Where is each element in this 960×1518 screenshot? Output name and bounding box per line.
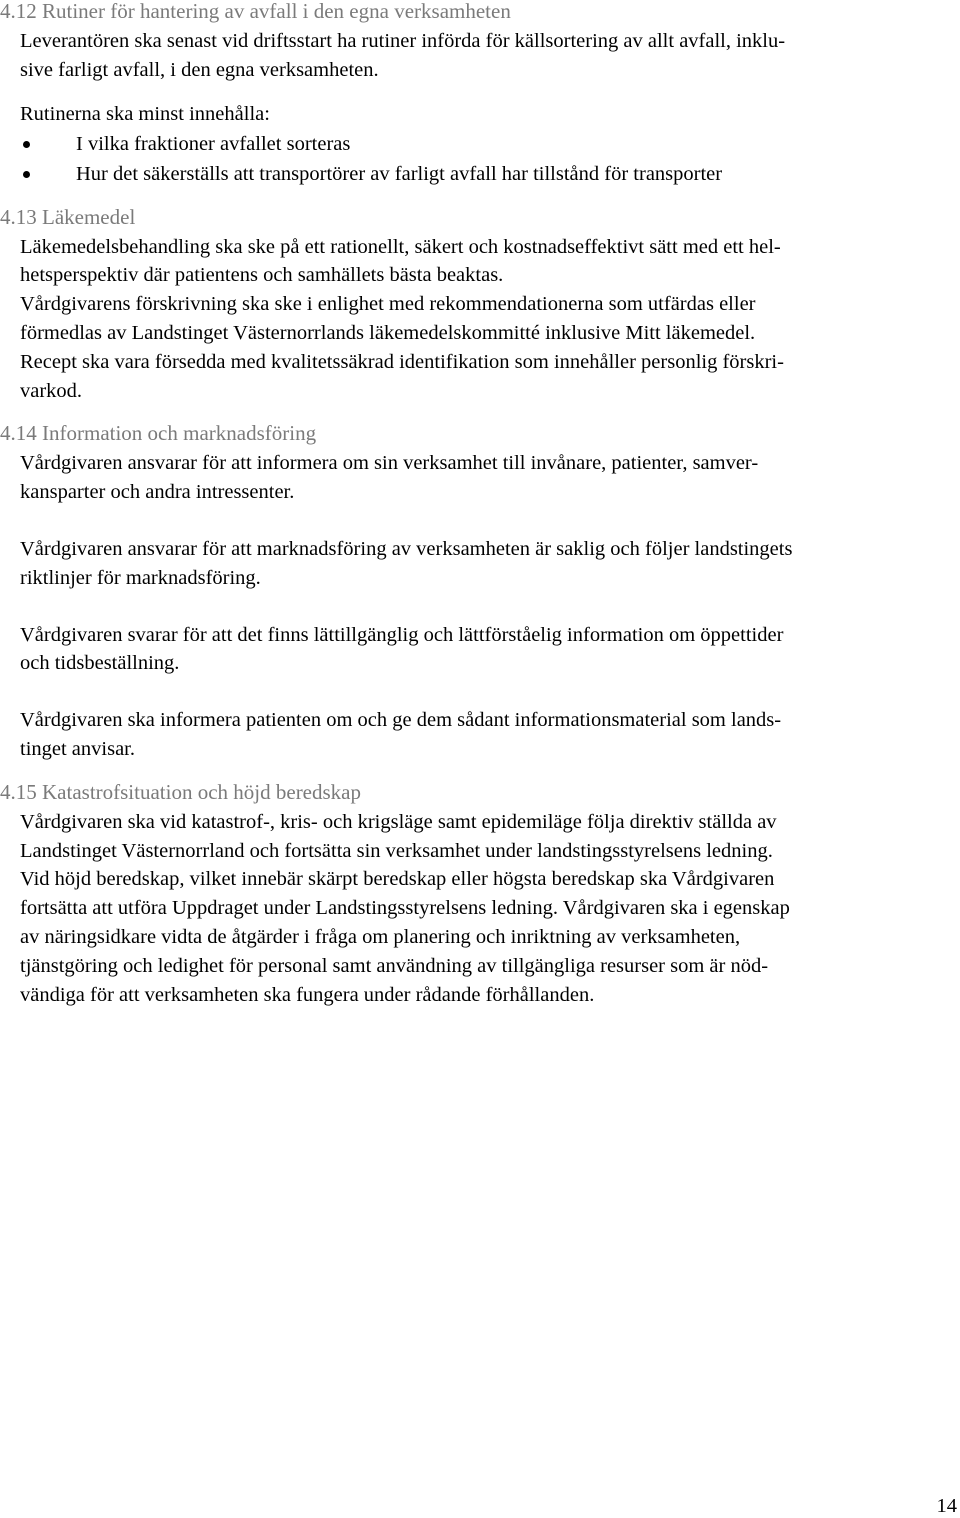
paragraph-line: Rutinerna ska minst innehålla: [20, 102, 270, 125]
paragraph-line: Vårdgivaren ska vid katastrof-, kris- och krigsläge samt epidemiläge följa direktiv ställda av [20, 810, 777, 833]
paragraph-line: Vårdgivaren svarar för att det finns lättillgänglig och lättförståelig information om öppettider [20, 623, 784, 646]
bullet-icon [23, 141, 30, 148]
paragraph-line: hetsperspektiv där patientens och samhällets bästa beaktas. [20, 264, 504, 287]
paragraph-line: Vårdgivaren ska informera patienten om och ge dem sådant informationsmaterial som lands- [20, 709, 782, 732]
section-heading-4-14: 4.14 Information och marknadsföring [0, 421, 317, 446]
paragraph-line: tjänstgöring och ledighet för personal samt användning av tillgängliga resurser som är nöd- [20, 954, 769, 977]
paragraph-line: varkod. [20, 379, 83, 402]
spacer [20, 678, 960, 706]
spacer [20, 405, 960, 419]
spacer [20, 85, 960, 99]
list-item [20, 129, 960, 159]
list-item-text: I vilka fraktioner avfallet sorteras [76, 132, 351, 155]
paragraph-line: riktlinjer för marknadsföring. [20, 566, 261, 589]
paragraph-line: Landstinget Västernorrland och fortsätta sin verksamhet under landstingsstyrelsens ledning. [20, 839, 773, 862]
paragraph-line: Recept ska vara försedda med kvalitetssäkrad identifikation som innehåller personlig förskri- [20, 350, 784, 373]
paragraph-line: sive farligt avfall, i den egna verksamheten. [20, 58, 379, 81]
bullet-icon [23, 171, 30, 178]
list-item [20, 159, 960, 189]
paragraph-line: förmedlas av Landstinget Västernorrlands läkemedelskommitté inklusive Mitt läkemedel. [20, 321, 756, 344]
paragraph-line: tinget anvisar. [20, 737, 136, 760]
paragraph-line: Läkemedelsbehandling ska ske på ett rationellt, säkert och kostnadseffektivt sätt med ett hel- [20, 235, 781, 258]
paragraph-line: Vårdgivarens förskrivning ska ske i enlighet med rekommendationerna som utfärdas eller [20, 293, 756, 316]
spacer [20, 189, 960, 203]
spacer [20, 593, 960, 621]
spacer [20, 507, 960, 535]
paragraph-line: Leverantören ska senast vid driftsstart ha rutiner införda för källsortering av allt avfall, inklu- [20, 30, 786, 52]
paragraph-line: vändiga för att verksamheten ska fungera under rådande förhållanden. [20, 983, 595, 1006]
paragraph-line: Vid höjd beredskap, vilket innebär skärpt beredskap eller högsta beredskap ska Vårdgivaren [20, 868, 775, 891]
paragraph-line: fortsätta att utföra Uppdraget under Landstingsstyrelsens ledning. Vårdgivaren ska i egenskap [20, 897, 790, 920]
paragraph-line: kansparter och andra intressenter. [20, 481, 295, 504]
page-number: 14 [936, 1495, 957, 1517]
bullet-list [20, 129, 960, 189]
spacer [20, 764, 960, 778]
paragraph-line: Vårdgivaren ansvarar för att marknadsföring av verksamheten är saklig och följer landstingets [20, 537, 793, 560]
section-heading-4-12: 4.12 Rutiner för hantering av avfall i den egna verksamheten [0, 0, 511, 23]
paragraph-line: Vårdgivaren ansvarar för att informera om sin verksamhet till invånare, patienter, samver- [20, 452, 759, 475]
section-heading-4-13: 4.13 Läkemedel [0, 204, 136, 229]
paragraph-line: och tidsbeställning. [20, 652, 180, 675]
paragraph-line: av näringsidkare vidta de åtgärder i fråga om planering och inriktning av verksamheten, [20, 925, 741, 948]
section-heading-4-15: 4.15 Katastrofsituation och höjd beredskap [0, 779, 361, 804]
list-item-text: Hur det säkerställs att transportörer av farligt avfall har tillstånd för transporter [76, 162, 723, 185]
